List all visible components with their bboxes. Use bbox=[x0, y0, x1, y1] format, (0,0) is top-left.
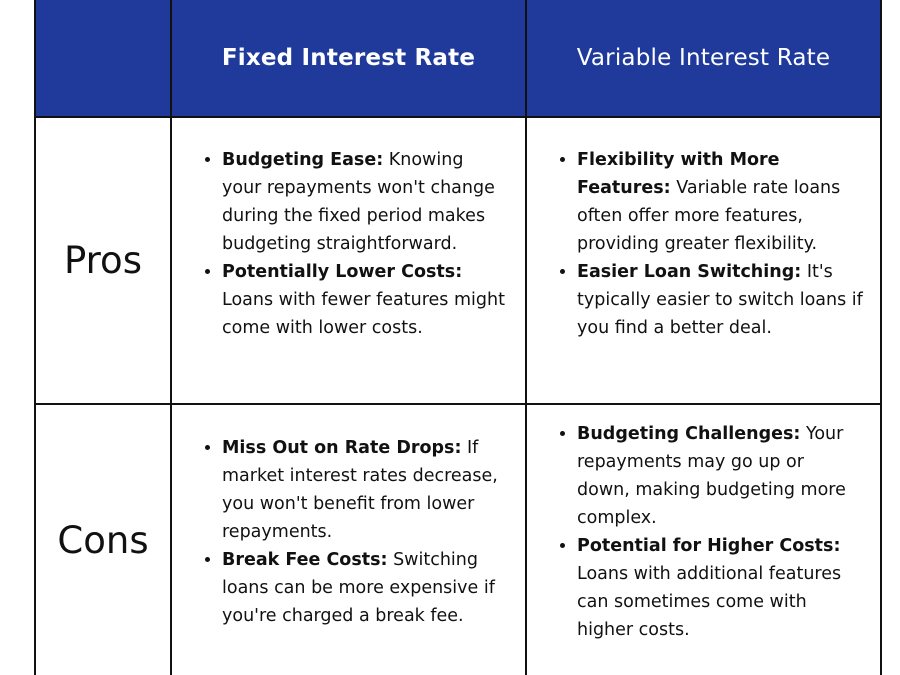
list-item bbox=[222, 546, 510, 630]
row-label-cons: Cons bbox=[57, 518, 149, 562]
list-item bbox=[577, 532, 853, 644]
variable-cons-list bbox=[553, 420, 853, 644]
item-title: Budgeting Challenges: bbox=[577, 424, 801, 444]
item-title: Budgeting Ease: bbox=[222, 150, 384, 170]
list-item bbox=[577, 146, 871, 258]
item-title: Miss Out on Rate Drops: bbox=[222, 438, 462, 458]
item-text: Your repayments may go up or down, making budgeting more complex. bbox=[577, 424, 846, 528]
item-title: Potential for Higher Costs: bbox=[577, 536, 841, 556]
item-text: Knowing your repayments won't change during the fixed period makes budgeting straightforward. bbox=[222, 150, 495, 254]
item-text: Variable rate loans often offer more features, providing greater flexibility. bbox=[577, 178, 841, 254]
item-text: Loans with fewer features might come with lower costs. bbox=[222, 290, 505, 338]
item-text: Loans with additional features can sometimes come with higher costs. bbox=[577, 564, 842, 640]
item-title: Flexibility with More Features: bbox=[577, 150, 780, 198]
item-title: Potentially Lower Costs: bbox=[222, 262, 463, 282]
header-fixed-rate: Fixed Interest Rate bbox=[221, 45, 476, 71]
variable-pros-cell bbox=[553, 146, 871, 342]
fixed-cons-cell bbox=[198, 434, 510, 630]
list-item bbox=[222, 258, 508, 342]
list-item bbox=[577, 258, 871, 342]
fixed-pros-cell bbox=[198, 146, 508, 342]
item-title: Break Fee Costs: bbox=[222, 550, 388, 570]
variable-pros-list bbox=[553, 146, 871, 342]
item-text: Switching loans can be more expensive if you're charged a break fee. bbox=[222, 550, 495, 626]
row-label-pros: Pros bbox=[64, 239, 142, 282]
fixed-pros-list bbox=[198, 146, 508, 342]
item-text: It's typically easier to switch loans if you find a better deal. bbox=[577, 262, 863, 338]
header-variable-rate: Variable Interest Rate bbox=[576, 45, 831, 71]
item-title: Easier Loan Switching: bbox=[577, 262, 802, 282]
variable-cons-cell bbox=[553, 420, 853, 644]
list-item bbox=[577, 420, 853, 532]
list-item bbox=[222, 434, 510, 546]
fixed-cons-list bbox=[198, 434, 510, 630]
list-item bbox=[222, 146, 508, 258]
item-text: If market interest rates decrease, you won't benefit from lower repayments. bbox=[222, 438, 498, 542]
